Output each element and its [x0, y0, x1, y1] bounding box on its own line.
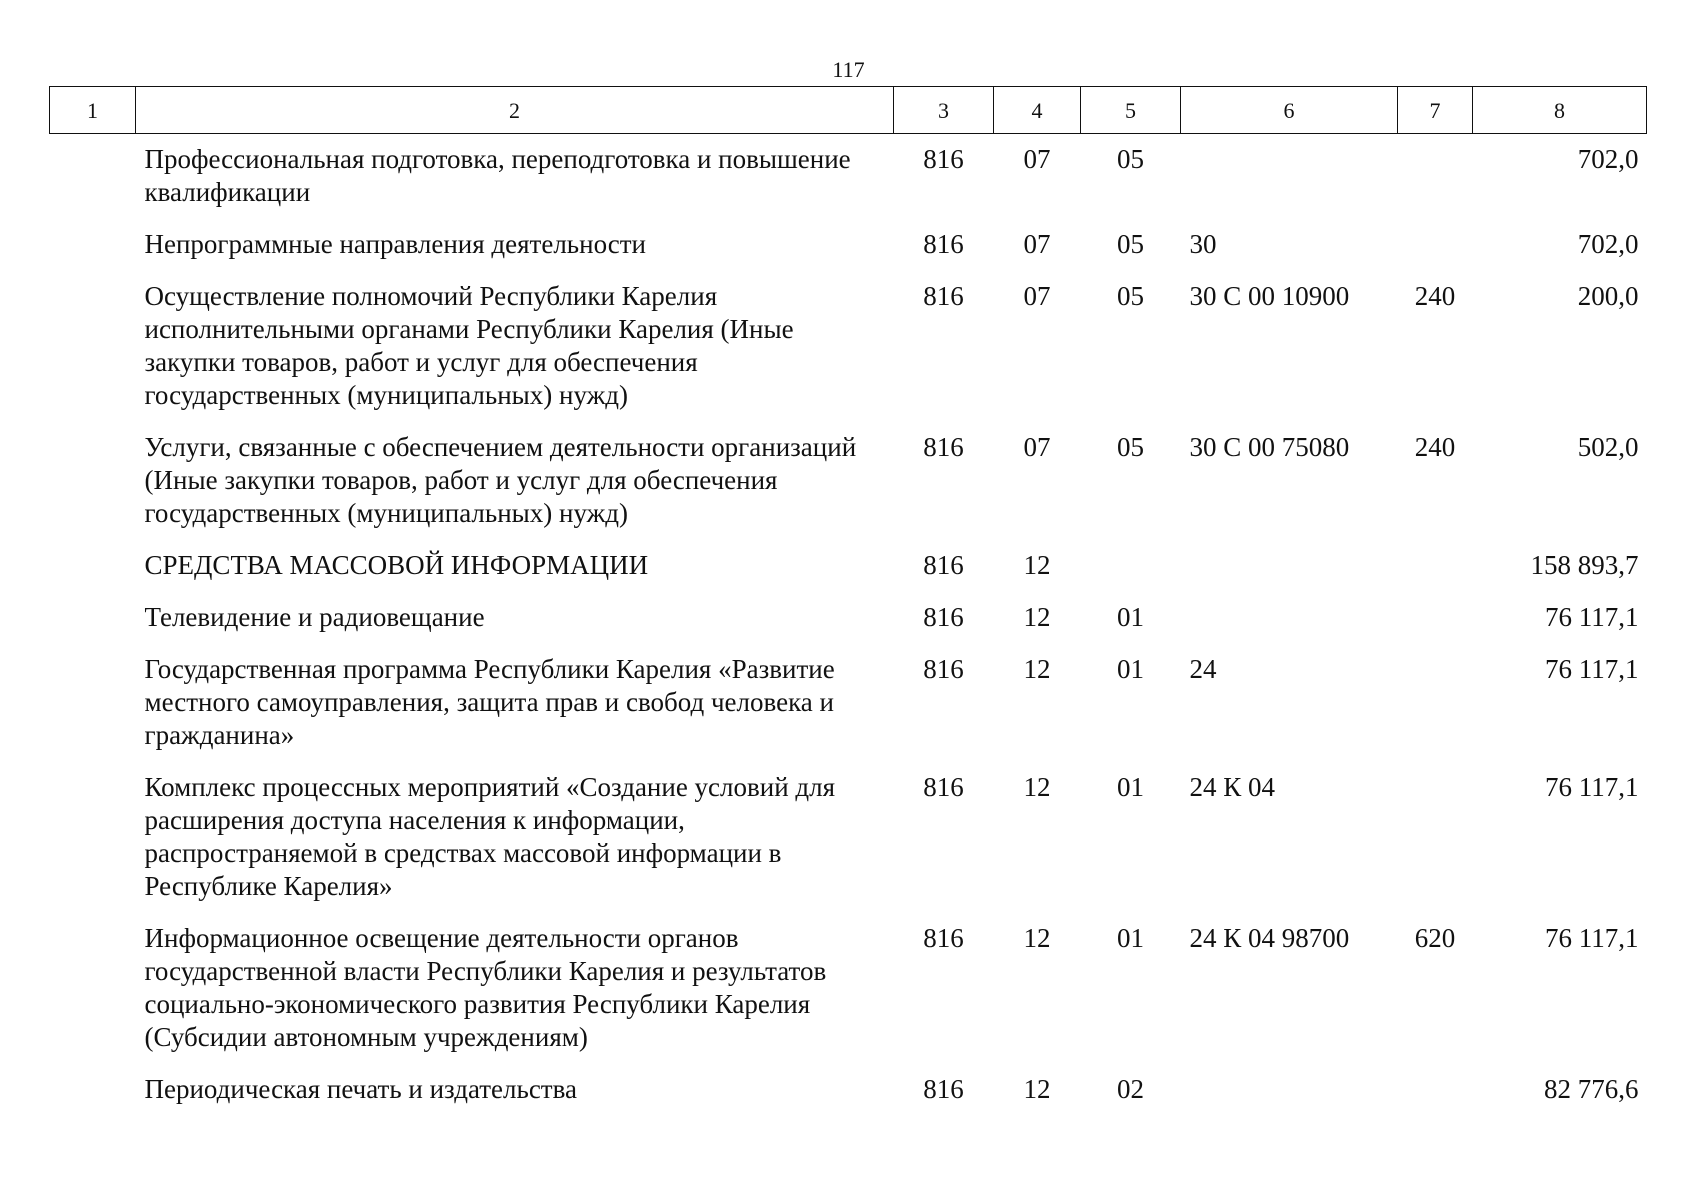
budget-table — [49, 86, 1647, 1116]
table-body — [50, 134, 1647, 1117]
table-row — [50, 592, 1647, 644]
subsection-code: 01 — [1117, 923, 1144, 953]
header-col-1: 1 — [50, 87, 136, 134]
table-row — [50, 271, 1647, 422]
target-article-code — [1181, 592, 1398, 644]
target-article-code: 24 — [1189, 654, 1217, 684]
subsection-code: 05 — [1117, 432, 1144, 462]
amount: 702,0 — [1577, 229, 1639, 259]
subsection-code: 05 — [1117, 229, 1144, 259]
expense-type-code — [1398, 1064, 1473, 1116]
target-article-code: 30 С 00 75080 — [1189, 432, 1350, 462]
header-col-7: 7 — [1398, 87, 1473, 134]
row-number-cell — [50, 913, 136, 1064]
table-row — [50, 219, 1647, 271]
row-number-cell — [50, 422, 136, 540]
item-name: Осуществление полномочий Республики Карелия исполнительными органами Республики Карелия (Иные закупки товаров, работ и услуг для обеспечения государственных (муниципальных) нужд) — [144, 281, 794, 410]
item-name: Периодическая печать и издательства — [144, 1074, 577, 1104]
subsection-code: 05 — [1117, 144, 1144, 174]
section-code: 12 — [1023, 654, 1051, 684]
subsection-code — [1081, 540, 1181, 592]
section-code: 12 — [1023, 772, 1051, 802]
expense-type-code — [1398, 644, 1473, 762]
expense-type-code — [1398, 134, 1473, 220]
expense-type-code: 240 — [1414, 432, 1456, 462]
header-row — [50, 87, 1647, 134]
table-header — [50, 87, 1647, 134]
subsection-code: 01 — [1117, 602, 1144, 632]
subsection-code: 01 — [1117, 772, 1144, 802]
grbs-code: 816 — [923, 144, 964, 174]
row-number-cell — [50, 592, 136, 644]
grbs-code: 816 — [923, 281, 964, 311]
header-col-6: 6 — [1181, 87, 1398, 134]
target-article-code: 30 — [1189, 229, 1217, 259]
subsection-code: 01 — [1117, 654, 1144, 684]
section-code: 07 — [1023, 144, 1051, 174]
amount: 76 117,1 — [1545, 923, 1639, 953]
table-row — [50, 422, 1647, 540]
amount: 76 117,1 — [1545, 602, 1639, 632]
item-name: Телевидение и радиовещание — [144, 602, 485, 632]
header-col-3: 3 — [894, 87, 994, 134]
table-row — [50, 540, 1647, 592]
item-name: Услуги, связанные с обеспечением деятельности организаций (Иные закупки товаров, работ и услуг для обеспечения государственных (муниципальных) нужд) — [144, 432, 857, 528]
item-name: Информационное освещение деятельности органов государственной власти Республики Карелия и результатов социально-экономического развития Республики Карелия (Субсидии автономным учреждениям) — [144, 923, 827, 1052]
subsection-code: 02 — [1117, 1074, 1144, 1104]
grbs-code: 816 — [923, 229, 964, 259]
table-row — [50, 762, 1647, 913]
expense-type-code: 620 — [1414, 923, 1456, 953]
row-number-cell — [50, 219, 136, 271]
amount: 82 776,6 — [1544, 1074, 1639, 1104]
expense-type-code — [1398, 219, 1473, 271]
table-row — [50, 913, 1647, 1064]
section-code: 12 — [1023, 1074, 1051, 1104]
row-number-cell — [50, 540, 136, 592]
item-name: Государственная программа Республики Карелия «Развитие местного самоуправления, защита прав и свобод человека и гражданина» — [144, 654, 835, 750]
header-col-8: 8 — [1473, 87, 1647, 134]
amount: 158 893,7 — [1530, 550, 1639, 580]
expense-type-code: 240 — [1414, 281, 1456, 311]
amount: 200,0 — [1577, 281, 1639, 311]
row-number-cell — [50, 762, 136, 913]
target-article-code: 24 К 04 — [1189, 772, 1276, 802]
row-number-cell — [50, 1064, 136, 1116]
item-name: Профессиональная подготовка, переподготовка и повышение квалификации — [144, 144, 851, 207]
target-article-code: 24 К 04 98700 — [1189, 923, 1350, 953]
row-number-cell — [50, 134, 136, 220]
target-article-code — [1181, 1064, 1398, 1116]
section-code: 07 — [1023, 432, 1051, 462]
target-article-code — [1181, 540, 1398, 592]
grbs-code: 816 — [923, 550, 964, 580]
header-col-5: 5 — [1081, 87, 1181, 134]
amount: 76 117,1 — [1545, 654, 1639, 684]
section-code: 07 — [1023, 281, 1051, 311]
expense-type-code — [1398, 592, 1473, 644]
grbs-code: 816 — [923, 654, 964, 684]
table-row — [50, 1064, 1647, 1116]
expense-type-code — [1398, 540, 1473, 592]
grbs-code: 816 — [923, 923, 964, 953]
item-name: СРЕДСТВА МАССОВОЙ ИНФОРМАЦИИ — [144, 550, 649, 580]
table-row — [50, 644, 1647, 762]
expense-type-code — [1398, 762, 1473, 913]
section-code: 07 — [1023, 229, 1051, 259]
row-number-cell — [50, 644, 136, 762]
header-col-2: 2 — [136, 87, 894, 134]
grbs-code: 816 — [923, 772, 964, 802]
amount: 702,0 — [1577, 144, 1639, 174]
row-number-cell — [50, 271, 136, 422]
grbs-code: 816 — [923, 432, 964, 462]
target-article-code — [1181, 134, 1398, 220]
section-code: 12 — [1023, 923, 1051, 953]
page-number: 117 — [832, 57, 865, 82]
amount: 76 117,1 — [1545, 772, 1639, 802]
subsection-code: 05 — [1117, 281, 1144, 311]
grbs-code: 816 — [923, 1074, 964, 1104]
target-article-code: 30 С 00 10900 — [1189, 281, 1350, 311]
amount: 502,0 — [1577, 432, 1639, 462]
header-col-4: 4 — [994, 87, 1081, 134]
item-name: Комплекс процессных мероприятий «Создание условий для расширения доступа населения к информации, распространяемой в средствах массовой информации в Республике Карелия» — [144, 772, 836, 901]
item-name: Непрограммные направления деятельности — [144, 229, 646, 259]
section-code: 12 — [1023, 550, 1051, 580]
grbs-code: 816 — [923, 602, 964, 632]
section-code: 12 — [1023, 602, 1051, 632]
table-row — [50, 134, 1647, 220]
